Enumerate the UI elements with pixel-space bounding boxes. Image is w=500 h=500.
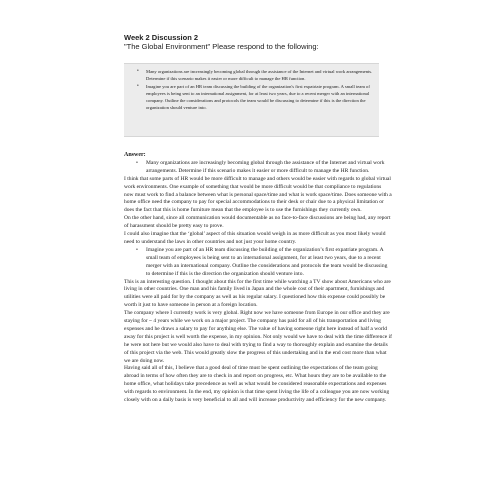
answer-paragraph: This is an interesting question. I thought about this for the first time while watching a TV show about Americans who are living in other countries. One man and his family lived in Japan and the whole cost of their apartment, furnishings and utilities were all paid for by the company as well as his regular salary. I questioned how this expense could possibly be worth it just to have someone in person at a foreign location. [124, 278, 391, 309]
document-title: Week 2 Discussion 2 [124, 33, 199, 42]
answer-paragraph: On the other hand, since all communication would documentable as no face-to-face discussions are being had, any report of harassment should be pretty easy to prove. [124, 215, 391, 230]
prompt-item: • Many organizations are increasingly becoming global through the assistance of the Internet and virtual work arrangements. Determine if this scenario makes it easier or more difficult to manage the HR function. [146, 68, 373, 82]
answer-question-1 [124, 160, 392, 176]
prompt-list [124, 64, 379, 111]
answer-paragraph: I think that some parts of HR would be more difficult to manage and others would be easier with regards to global virtual work environments. One example of something that would be more difficult would be that compliance to regulations now must work to find a balance between what is personal space/time and what is work space/time. Does someone with a home office need the company to pay for special accommodations to their desk or chair due to a physical limitation or does the fact that this is home furniture mean that the employee is to use the furnishings they currently own. [124, 175, 392, 214]
answer-paragraph: I could also imagine that the ‘global’ aspect of this situation would weigh in as more difficult as you most likely would need to understand the laws in other countries and not just your home country. [124, 231, 386, 245]
answer-paragraph: Having said all of this, I believe that a good deal of time must be spent outlining the expectations of the team going abroad in terms of how often they are to check in and report on progress, etc. What hours they are to be available to the home office, what holidays take precedence as well as what would be considered reasonable expectations and expenses with regards to environment. In the end, my opinion is that time spent living the life of a colleague you are now working closely with on a daily basis is very beneficial to all and will increase productivity and efficiency for the new company. [124, 365, 390, 404]
prompt-box [124, 63, 379, 137]
answer-paragraph: The company where I currently work is very global. Right now we have someone from Europe in our office and they are staying for ~ 4 years while we work on a major project. The company has paid for all of his transportation and living expenses and he draws a salary to pay for anything else. The value of having someone right here instead of half a world away for this project is well worth the expense, in my opinion. Not only would we have to deal with the time difference if he were not here but we would also have to deal with trying to find a way to thoroughly explain and examine the details of this project via the web. This would greatly slow the progress of this undertaking and in the end cost more than what we are doing now. [124, 310, 392, 364]
prompt-item: • Imagine you are part of an HR team discussing the building of the organization's first expatriate program. A small team of employees is being sent to an international assignment, for at least two years, due to a recent merger with an international company. Outline the considerations and protocols the team would be discussing to determine if this is the direction the organization should venture into. [146, 83, 373, 111]
answer-question-2 [124, 247, 392, 279]
answer-heading: Answer: [124, 152, 146, 158]
answer-section [124, 152, 392, 405]
answer-bullet: • Imagine you are part of an HR team discussing the building of the organization’s first expatriate program. A small team of employees is being sent to an international assignment, for at least two years, due to a recent merger with an international company. Outline the considerations and protocols the team would be discussing to determine if this is the direction the organization should venture into. [146, 247, 392, 279]
answer-bullet: • Many organizations are increasingly becoming global through the assistance of the Internet and virtual work arrangements. Determine if this scenario makes it easier or more difficult to manage the HR function. [146, 160, 392, 176]
document-subtitle: "The Global Environment" Please respond to the following: [124, 42, 319, 51]
